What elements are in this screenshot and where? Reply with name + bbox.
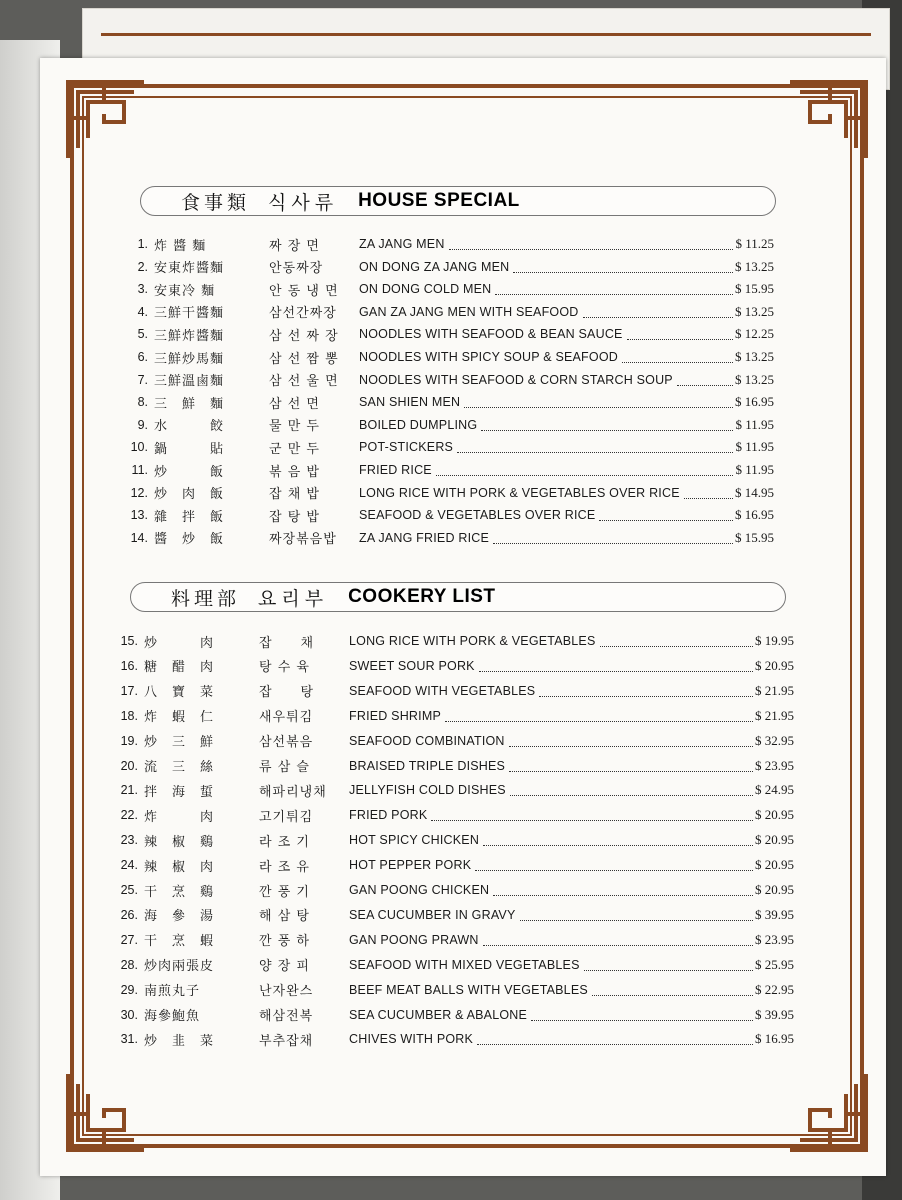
item-name-korean: 해파리냉채	[259, 784, 327, 800]
item-number: 2.	[137, 259, 148, 274]
dot-leader	[457, 441, 733, 453]
menu-item	[114, 630, 794, 652]
item-number: 14.	[130, 530, 148, 545]
item-name-english: LONG RICE WITH PORK & VEGETABLES OVER RICE	[359, 485, 680, 500]
item-price: $ 23.95	[755, 757, 794, 773]
dot-leader	[464, 396, 733, 408]
item-name-korean: 삼 선 울 면	[269, 374, 339, 390]
item-number: 8.	[137, 395, 148, 410]
item-price: $ 11.95	[735, 462, 774, 477]
section-title-korean: 식사류	[268, 191, 339, 214]
dot-leader	[513, 261, 733, 273]
dot-leader	[599, 509, 733, 521]
item-name-chinese: 辣 椒 鷄	[144, 834, 215, 850]
item-name-chinese: 三鮮炸醬麵	[154, 328, 225, 344]
menu-page	[40, 58, 886, 1176]
item-name-chinese: 糖 醋 肉	[144, 660, 215, 676]
dot-leader	[483, 834, 753, 846]
item-price: $ 21.95	[755, 707, 794, 723]
dot-leader	[481, 419, 733, 431]
menu-item	[124, 278, 774, 300]
item-name-english: LONG RICE WITH PORK & VEGETABLES	[349, 634, 596, 648]
dot-leader	[493, 884, 753, 896]
house-special-header	[140, 186, 776, 216]
item-name-chinese: 醬 炒 飯	[154, 532, 225, 548]
item-name-english: BRAISED TRIPLE DISHES	[349, 758, 506, 773]
cookery-list-header	[130, 582, 786, 612]
menu-item	[114, 705, 794, 727]
item-name-chinese: 八 寶 菜	[144, 685, 215, 701]
dot-leader	[622, 351, 733, 363]
dot-leader	[445, 710, 753, 722]
item-number: 27.	[120, 932, 138, 947]
dot-leader	[449, 238, 734, 250]
item-number: 21.	[120, 783, 138, 798]
item-price: $ 15.95	[735, 529, 774, 545]
item-name-korean: 삼 선 면	[269, 396, 320, 412]
item-name-korean: 잡 탕 밥	[269, 509, 320, 525]
item-name-korean: 삼선간짜장	[269, 306, 337, 322]
dot-leader	[583, 306, 733, 318]
item-name-chinese: 炸 醬 麵	[154, 238, 207, 254]
menu-item	[124, 233, 774, 255]
item-name-korean: 류 삼 슬	[259, 760, 310, 775]
item-name-english: SWEET SOUR PORK	[349, 658, 475, 673]
menu-item	[114, 730, 794, 752]
item-name-chinese: 三鮮干醬麵	[154, 306, 225, 322]
item-number: 18.	[120, 708, 138, 723]
dot-leader	[510, 784, 753, 796]
dot-leader	[627, 328, 733, 340]
item-name-chinese: 三鮮炒馬麵	[154, 351, 225, 367]
dot-leader	[495, 283, 733, 295]
item-name-korean: 안 동 냉 면	[269, 283, 339, 299]
item-price: $ 24.95	[755, 782, 794, 798]
item-name-korean: 라 조 유	[259, 859, 310, 875]
item-name-korean: 해삼전복	[259, 1009, 314, 1024]
item-name-korean: 부추잡채	[259, 1033, 314, 1049]
item-name-english: BEEF MEAT BALLS WITH VEGETABLES	[349, 982, 588, 997]
item-price: $ 21.95	[755, 682, 794, 698]
item-name-korean: 잡 채 밥	[269, 487, 320, 503]
item-name-korean: 안동짜장	[269, 261, 324, 277]
dot-leader	[584, 959, 753, 971]
item-price: $ 20.95	[755, 857, 794, 873]
item-name-chinese: 拌 海 蜇	[144, 784, 215, 800]
item-name-korean: 삼 선 짬 뽕	[269, 351, 339, 367]
menu-item	[124, 323, 774, 345]
item-number: 25.	[120, 883, 138, 897]
menu-item	[114, 680, 794, 702]
section-title-chinese: 食事類	[181, 191, 251, 214]
item-number: 26.	[120, 907, 138, 922]
item-name-english: SEAFOOD WITH VEGETABLES	[349, 683, 536, 698]
item-name-chinese: 干 烹 蝦	[144, 934, 215, 950]
menu-item	[124, 301, 774, 323]
item-price: $ 39.95	[755, 906, 794, 922]
menu-item	[124, 504, 774, 526]
menu-item	[124, 436, 774, 458]
item-number: 4.	[137, 304, 148, 319]
dot-leader	[531, 1009, 753, 1021]
item-name-korean: 볶 음 밥	[269, 464, 320, 480]
item-name-english: GAN ZA JANG MEN WITH SEAFOOD	[359, 304, 579, 319]
item-name-korean: 깐 풍 하	[259, 934, 310, 950]
item-price: $ 16.95	[735, 394, 774, 410]
item-name-chinese: 安東冷 麵	[154, 283, 216, 299]
dot-leader	[684, 487, 733, 499]
item-price: $ 20.95	[755, 882, 794, 897]
item-number: 5.	[137, 327, 148, 342]
item-number: 9.	[137, 417, 148, 432]
item-name-chinese: 炒 三 鮮	[144, 735, 215, 751]
item-price: $ 16.95	[755, 1031, 794, 1047]
item-number: 17.	[120, 683, 138, 698]
item-number: 30.	[120, 1007, 138, 1022]
item-name-korean: 삼 선 짜 장	[269, 328, 339, 344]
item-name-english: BOILED DUMPLING	[359, 417, 478, 432]
item-name-chinese: 三 鮮 麵	[154, 396, 225, 412]
item-name-english: SEAFOOD COMBINATION	[349, 733, 505, 748]
menu-item	[114, 854, 794, 876]
section-title-korean: 요리부	[258, 587, 329, 610]
item-number: 20.	[120, 758, 138, 773]
item-number: 12.	[130, 485, 148, 500]
item-price: $ 11.25	[735, 236, 774, 251]
item-name-korean: 삼선볶음	[259, 735, 314, 751]
item-number: 3.	[137, 282, 148, 297]
menu-item	[114, 779, 794, 801]
dot-leader	[483, 934, 753, 946]
item-name-english: SEA CUCUMBER & ABALONE	[349, 1007, 528, 1022]
item-name-chinese: 鍋 貼	[154, 441, 225, 457]
item-price: $ 20.95	[755, 657, 794, 673]
item-name-english: SAN SHIEN MEN	[359, 395, 461, 410]
item-price: $ 13.25	[735, 349, 774, 364]
item-name-korean: 짜 장 면	[269, 238, 320, 254]
item-name-english: SEA CUCUMBER IN GRAVY	[349, 907, 516, 922]
dot-leader	[436, 464, 734, 476]
item-name-korean: 짜장볶음밥	[269, 532, 337, 548]
item-name-korean: 난자완스	[259, 984, 314, 1000]
menu-item	[114, 655, 794, 677]
item-number: 16.	[120, 658, 138, 673]
back-page-border	[101, 33, 871, 36]
item-name-korean: 새우튀김	[259, 710, 314, 726]
item-price: $ 20.95	[755, 807, 794, 823]
menu-item	[114, 755, 794, 777]
item-name-english: HOT SPICY CHICKEN	[349, 833, 480, 848]
item-name-chinese: 炒肉兩張皮	[144, 959, 215, 975]
corner-ornament-icon	[786, 1070, 870, 1154]
corner-ornament-icon	[64, 1070, 148, 1154]
menu-item	[124, 482, 774, 504]
item-number: 23.	[120, 833, 138, 848]
item-number: 15.	[120, 634, 138, 648]
item-number: 6.	[137, 350, 148, 364]
dot-leader	[479, 660, 753, 672]
item-name-korean: 고기튀김	[259, 809, 314, 825]
item-number: 10.	[130, 440, 148, 455]
item-name-chinese: 海參鮑魚	[144, 1009, 201, 1024]
section-title-chinese: 料理部	[171, 587, 241, 610]
item-name-chinese: 炒 肉 飯	[154, 487, 225, 503]
item-name-chinese: 炒 肉	[144, 635, 215, 651]
item-price: $ 16.95	[735, 507, 774, 523]
menu-item	[114, 979, 794, 1001]
dot-leader	[475, 859, 753, 871]
item-name-chinese: 南煎丸子	[144, 984, 201, 1000]
item-name-korean: 물 만 두	[269, 419, 320, 435]
item-number: 19.	[120, 733, 138, 748]
item-name-english: FRIED SHRIMP	[349, 708, 441, 723]
item-name-chinese: 炸 蝦 仁	[144, 710, 215, 726]
item-name-english: ON DONG COLD MEN	[359, 282, 492, 297]
item-price: $ 11.95	[735, 416, 774, 432]
item-name-chinese: 水 餃	[154, 419, 225, 435]
dot-leader	[677, 374, 733, 386]
menu-item	[124, 391, 774, 413]
item-name-english: CHIVES WITH PORK	[349, 1032, 474, 1047]
item-name-english: NOODLES WITH SEAFOOD & CORN STARCH SOUP	[359, 372, 673, 387]
item-name-chinese: 流 三 絲	[144, 760, 215, 775]
menu-item	[124, 459, 774, 481]
item-name-chinese: 辣 椒 肉	[144, 859, 215, 875]
item-price: $ 13.25	[735, 303, 774, 319]
item-name-korean: 잡 탕	[259, 685, 315, 701]
item-name-korean: 탕 수 육	[259, 660, 310, 676]
item-name-korean: 라 조 기	[259, 834, 310, 850]
item-name-english: SEAFOOD & VEGETABLES OVER RICE	[359, 508, 596, 523]
item-name-english: ZA JANG MEN	[359, 237, 445, 251]
item-price: $ 12.25	[735, 326, 774, 342]
item-name-chinese: 三鮮溫鹵麵	[154, 374, 225, 390]
item-number: 22.	[120, 808, 138, 823]
item-name-chinese: 炸 肉	[144, 809, 215, 825]
menu-item	[114, 929, 794, 951]
dot-leader	[509, 735, 753, 747]
item-name-chinese: 干 烹 鷄	[144, 884, 215, 900]
item-price: $ 14.95	[735, 484, 774, 500]
item-name-english: NOODLES WITH SPICY SOUP & SEAFOOD	[359, 350, 618, 364]
item-name-english: ZA JANG FRIED RICE	[359, 530, 490, 545]
item-price: $ 11.95	[735, 439, 774, 455]
item-name-english: POT-STICKERS	[359, 440, 454, 455]
menu-item	[114, 829, 794, 851]
menu-item	[124, 346, 774, 368]
item-price: $ 13.25	[735, 371, 774, 387]
item-price: $ 20.95	[755, 832, 794, 848]
item-price: $ 13.25	[735, 258, 774, 274]
corner-ornament-icon	[64, 78, 148, 162]
item-name-chinese: 炒 飯	[154, 464, 225, 480]
menu-item	[114, 804, 794, 826]
item-number: 11.	[131, 463, 148, 477]
item-number: 13.	[130, 508, 148, 523]
corner-ornament-icon	[786, 78, 870, 162]
dot-leader	[539, 685, 753, 697]
dot-leader	[592, 984, 753, 996]
item-name-chinese: 海 參 湯	[144, 909, 215, 925]
item-name-chinese: 炒 韭 菜	[144, 1033, 215, 1049]
item-number: 28.	[120, 957, 138, 972]
item-name-korean: 양 장 피	[259, 959, 310, 975]
section-title-english: HOUSE SPECIAL	[358, 190, 520, 211]
item-price: $ 23.95	[755, 931, 794, 947]
item-number: 29.	[120, 982, 138, 997]
item-price: $ 15.95	[735, 281, 774, 297]
item-number: 24.	[120, 858, 138, 873]
dot-leader	[509, 760, 753, 772]
dot-leader	[600, 635, 754, 647]
menu-item	[124, 256, 774, 278]
dot-leader	[493, 532, 733, 544]
dot-leader	[431, 809, 753, 821]
item-price: $ 22.95	[755, 981, 794, 997]
dot-leader	[520, 909, 754, 921]
item-name-english: GAN POONG CHICKEN	[349, 883, 490, 897]
item-number: 31.	[120, 1032, 138, 1047]
item-number: 7.	[137, 372, 148, 387]
item-name-english: FRIED PORK	[349, 808, 428, 823]
menu-item	[114, 954, 794, 976]
item-price: $ 39.95	[755, 1006, 794, 1022]
item-name-english: GAN POONG PRAWN	[349, 932, 479, 947]
menu-item	[124, 527, 774, 549]
item-name-english: ON DONG ZA JANG MEN	[359, 259, 510, 274]
item-price: $ 25.95	[755, 956, 794, 972]
item-price: $ 32.95	[755, 732, 794, 748]
menu-item	[114, 1028, 794, 1050]
item-name-english: SEAFOOD WITH MIXED VEGETABLES	[349, 957, 580, 972]
item-price: $ 19.95	[755, 633, 794, 648]
item-name-korean: 해 삼 탕	[259, 909, 310, 925]
menu-item	[124, 369, 774, 391]
item-name-english: JELLYFISH COLD DISHES	[349, 783, 506, 798]
menu-item	[114, 904, 794, 926]
dot-leader	[477, 1033, 753, 1045]
menu-item	[114, 1004, 794, 1026]
item-name-english: HOT PEPPER PORK	[349, 858, 472, 873]
item-name-korean: 군 만 두	[269, 441, 320, 457]
menu-item	[114, 879, 794, 901]
item-name-english: NOODLES WITH SEAFOOD & BEAN SAUCE	[359, 327, 623, 342]
item-name-korean: 깐 풍 기	[259, 884, 310, 900]
item-name-chinese: 雜 拌 飯	[154, 509, 225, 525]
item-name-korean: 잡 채	[259, 635, 315, 651]
item-number: 1.	[137, 237, 148, 251]
menu-item	[124, 414, 774, 436]
item-name-chinese: 安東炸醬麵	[154, 261, 225, 277]
item-name-english: FRIED RICE	[359, 463, 432, 477]
section-title-english: COOKERY LIST	[348, 586, 496, 607]
